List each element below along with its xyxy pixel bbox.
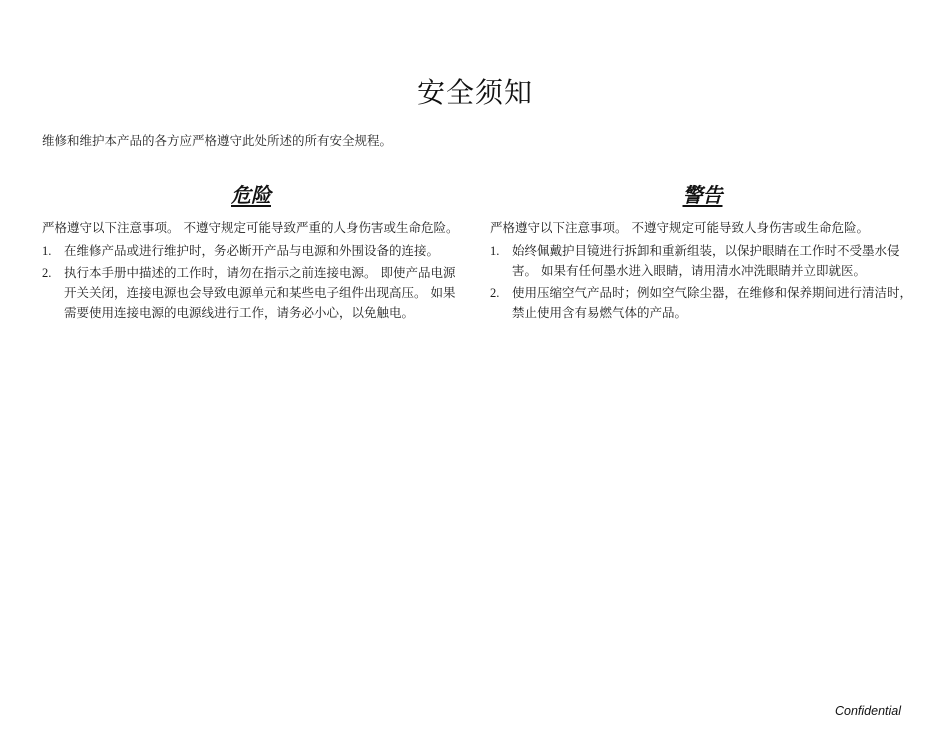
warning-lead-text: 严格遵守以下注意事项。 不遵守规定可能导致人身伤害或生命危险。 <box>490 220 869 235</box>
warning-item-number: 2. <box>490 286 500 300</box>
confidential-label: Confidential <box>834 704 901 718</box>
danger-list-item <box>42 263 460 323</box>
warning-item-text: 始终佩戴护目镜进行拆卸和重新组装，以保护眼睛在工作时不受墨水侵害。 如果有任何墨水进入眼睛，请用清水冲洗眼睛并立即就医。 <box>512 243 900 278</box>
warning-item-number: 1. <box>490 244 500 258</box>
danger-item-number: 2. <box>42 266 52 280</box>
danger-item-text: 执行本手册中描述的工作时，请勿在指示之前连接电源。 即使产品电源开关关闭，连接电源也会导致电源单元和某些电子组件出现高压。 如果需要使用连接电源的电源线进行工作，请务必小心，以免触电。 <box>64 265 456 320</box>
danger-lead-text: 严格遵守以下注意事项。 不遵守规定可能导致严重的人身伤害或生命危险。 <box>42 220 459 235</box>
warning-list-item <box>490 241 915 281</box>
warning-section <box>490 182 915 325</box>
warning-list-item <box>490 283 915 323</box>
danger-item-number: 1. <box>42 244 52 258</box>
danger-section <box>42 182 460 325</box>
danger-heading: 危险 <box>231 183 271 207</box>
intro-text: 维修和维护本产品的各方应严格遵守此处所述的所有安全规程。 <box>42 133 393 148</box>
danger-list-item <box>42 241 460 261</box>
warning-heading: 警告 <box>682 183 723 207</box>
warning-item-text: 使用压缩空气产品时；例如空气除尘器，在维修和保养期间进行清洁时，禁止使用含有易燃气体的产品。 <box>512 285 913 320</box>
danger-item-text: 在维修产品或进行维护时，务必断开产品与电源和外围设备的连接。 <box>64 243 440 258</box>
page-title: 安全须知 <box>416 76 533 109</box>
